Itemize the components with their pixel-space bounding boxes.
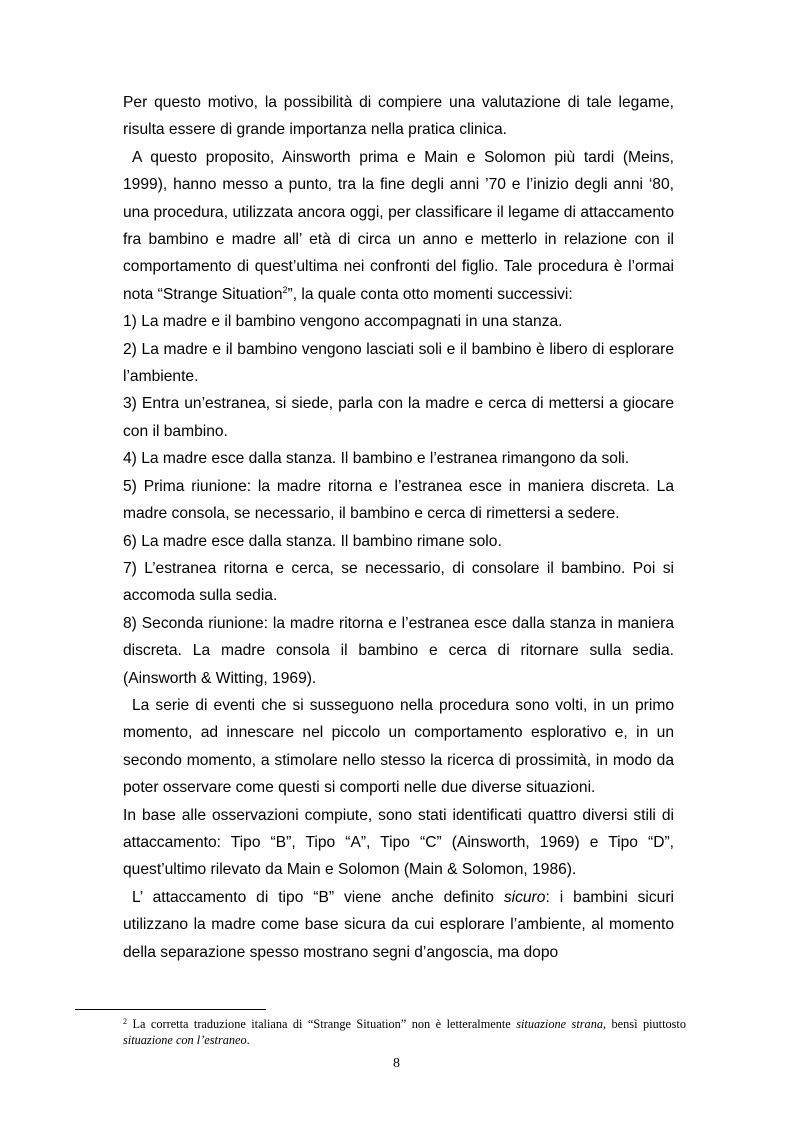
paragraph-text: ”, la quale conta otto momenti successivi: (287, 285, 573, 303)
paragraph-text: L’ attaccamento di tipo “B” viene anche definito (132, 888, 504, 906)
paragraph-text: : i bambini sicuri utilizzano la madre come base sicura da cui esplorare l’ambiente, al momento della separazione spesso mostrano segni d’angoscia, ma dopo (123, 888, 675, 961)
list-item: 5) Prima riunione: la madre ritorna e l’estranea esce in maniera discreta. La madre consola, se necessario, il bambino e cerca di rimettersi a sedere. (123, 477, 674, 523)
footnote-text: . (246, 1033, 250, 1047)
list-item: 3) Entra un’estranea, si siede, parla con la madre e cerca di mettersi a giocare con il bambino. (123, 395, 674, 440)
emphasis-sicuro: sicuro (503, 888, 546, 906)
list-item: 7) L’estranea ritorna e cerca, se necessario, di consolare il bambino. Poi si accomoda sulla sedia. (123, 559, 674, 605)
paragraph-text: A questo proposito, Ainsworth prima e Main e Solomon più tardi (Meins, 1999), hanno messo a punto, tra la fine degli anni ’70 e l’inizio degli anni ‘80, una procedura, utilizzata ancora oggi, per classificare il legame di attaccamento fra bambino e madre all’ età di circa un anno e metterlo in relazione con il comportamento di quest’ultima nei confronti del figlio. Tale procedura è l’ormai nota “Strange Situation (123, 148, 674, 303)
footnote-mark: 2 (123, 1017, 127, 1026)
footnote-reference: 2 (282, 284, 288, 295)
list-item: 4) La madre esce dalla stanza. Il bambino e l’estranea rimangono da soli. (123, 450, 630, 468)
paragraph-styles: In base alle osservazioni compiute, sono stati identificati quattro diversi stili di attaccamento: Tipo “B”, Tipo “A”, Tipo “C” (Ainsworth, 1969) e Tipo “D”, quest’ultimo rilevato da Main e Solomon (Main & Solomon, 1986). (123, 806, 674, 879)
footnote-divider (75, 1009, 266, 1010)
paragraph-strange-situation (123, 144, 674, 308)
paragraph-intro: Per questo motivo, la possibilità di compiere una valutazione di tale legame, risulta essere di grande importanza nella pratica clinica. (123, 94, 674, 139)
list-item: 8) Seconda riunione: la madre ritorna e l’estranea esce dalla stanza in maniera discreta. La madre consola il bambino e cerca di ritornare sulla sedia. (Ainsworth & Witting, 1969). (123, 614, 674, 687)
list-item: 6) La madre esce dalla stanza. Il bambino rimane solo. (123, 532, 502, 550)
footnote-emphasis: situazione strana (516, 1017, 603, 1031)
footnote-text: , bensì piuttosto (603, 1017, 686, 1031)
footnote-text: La corretta traduzione italiana di “Strange Situation” non è letteralmente (127, 1017, 517, 1031)
paragraph-events: La serie di eventi che si susseguono nella procedura sono volti, in un primo momento, ad innescare nel piccolo un comportamento esplorativo e, in un secondo momento, a stimolare nello stesso la ricerca di prossimità, in modo da poter osservare come questi si comporti nelle due diverse situazioni. (123, 696, 674, 797)
list-item: 2) La madre e il bambino vengono lasciati soli e il bambino è libero di esplorare l’ambiente. (123, 340, 674, 386)
page-number: 8 (393, 1056, 400, 1071)
body-text (123, 89, 674, 966)
footnote (123, 1014, 686, 1048)
paragraph-type-b (123, 884, 674, 966)
list-item: 1) La madre e il bambino vengono accompagnati in una stanza. (123, 313, 563, 331)
footnote-emphasis: situazione con l’estraneo (123, 1033, 247, 1047)
